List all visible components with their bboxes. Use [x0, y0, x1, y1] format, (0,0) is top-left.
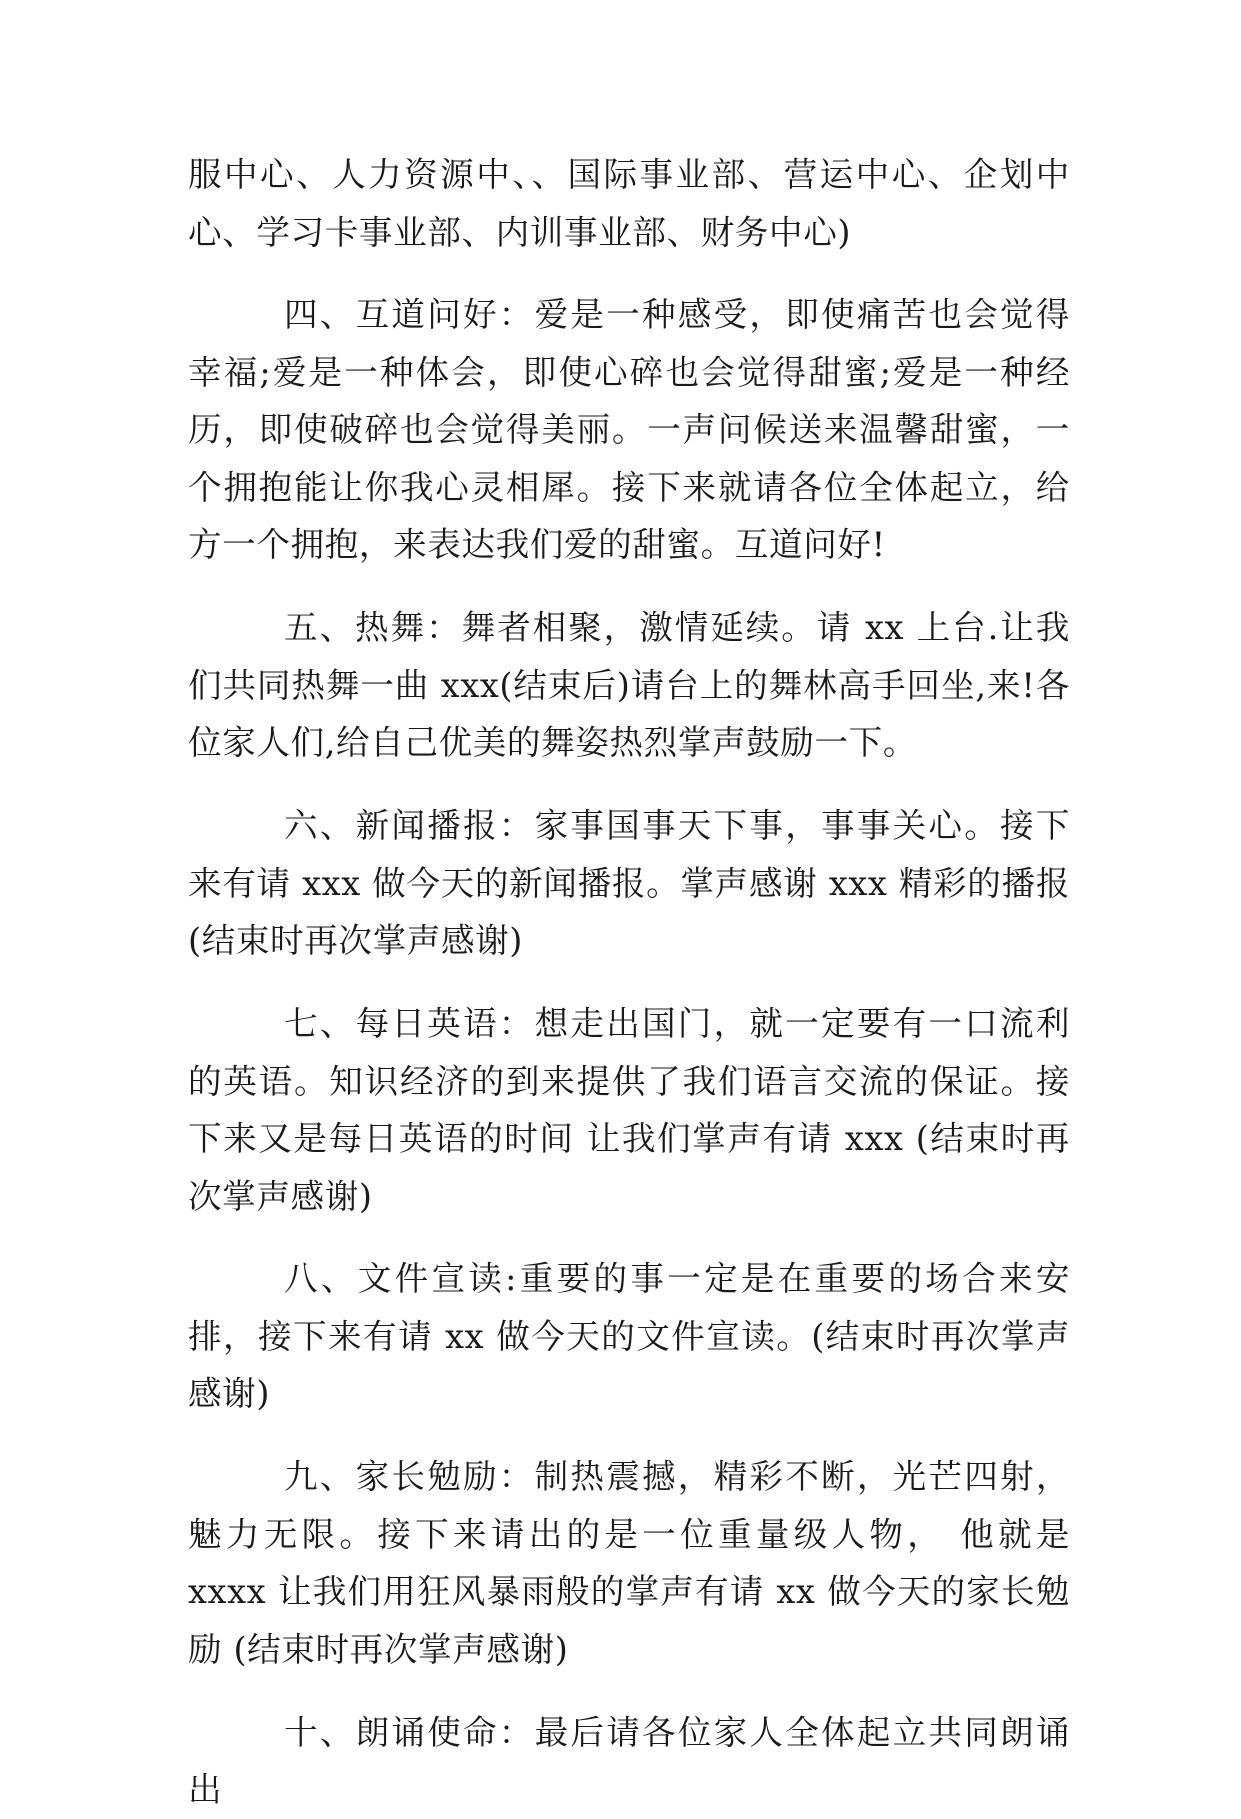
paragraph-greeting: 四、互道问好：爱是一种感受，即使痛苦也会觉得幸福;爱是一种体会，即使心碎也会觉得甜蜜;爱是一种经历，即使破碎也会觉得美丽。一声问候送来温馨甜蜜，一个拥抱能让你我心灵相犀。接下来就请各位全体起立，给方一个拥抱，来表达我们爱的甜蜜。互道问好!	[188, 295, 1070, 565]
paragraph-daily-english: 七、每日英语：想走出国门，就一定要有一口流利的英语。知识经济的到来提供了我们语言交流的保证。接下来又是每日英语的时间 让我们掌声有请 xxx (结束时再次掌声感谢)	[188, 1004, 1070, 1216]
document-page	[188, 146, 1070, 1819]
paragraph-parent-encouragement: 九、家长勉励：制热震撼，精彩不断，光芒四射，魅力无限。接下来请出的是一位重量级人物， 他就是 xxxx 让我们用狂风暴雨般的掌声有请 xx 做今天的家长勉励 (结束时再次掌声感谢)	[188, 1457, 1070, 1669]
paragraph-department-list: 服中心、人力资源中、、国际事业部、营运中心、企划中心、学习卡事业部、内训事业部、财务中心)	[188, 155, 1070, 252]
paragraph-document-reading: 八、文件宣读:重要的事一定是在重要的场合来安排，接下来有请 xx 做今天的文件宣读。(结束时再次掌声感谢)	[188, 1259, 1070, 1414]
paragraph-news-report: 六、新闻播报：家事国事天下事，事事关心。接下来有请 xxx 做今天的新闻播报。掌声感谢 xxx 精彩的播报(结束时再次掌声感谢)	[188, 806, 1070, 961]
paragraph-mission-recital: 十、朗诵使命：最后请各位家人全体起立共同朗诵出	[188, 1712, 1070, 1810]
paragraph-dance: 五、热舞：舞者相聚，激情延续。请 xx 上台.让我们共同热舞一曲 xxx(结束后)请台上的舞林高手回坐,来!各位家人们,给自己优美的舞姿热烈掌声鼓励一下。	[188, 608, 1070, 763]
